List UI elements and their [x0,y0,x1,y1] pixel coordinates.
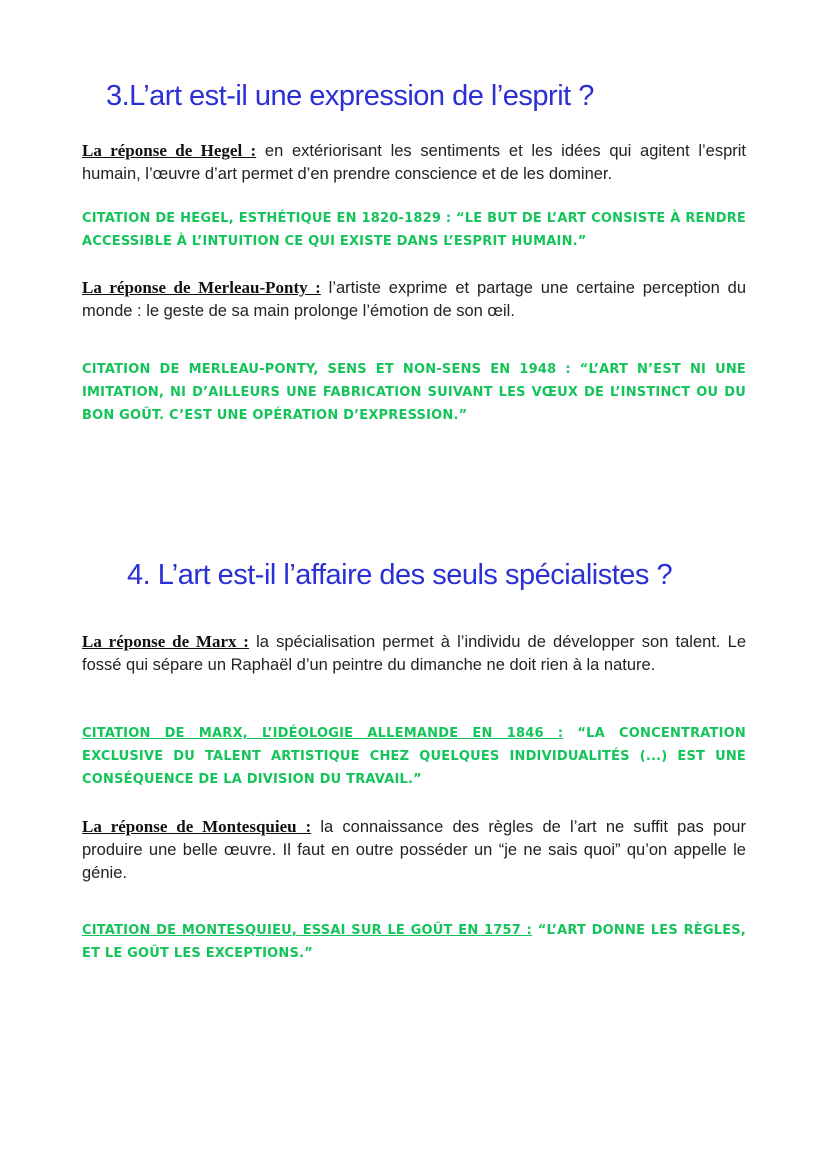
response-text-hegel: en extériorisant les sentiments et les idées qui agitent l’esprit humain, l’œuvre d’art permet d’en prendre conscience et de les dominer. [82,142,746,183]
quote-source-hegel: CITATION DE HEGEL, ESTHÉTIQUE EN 1820-1829 : [82,211,452,226]
response-text-marx: la spécialisation permet à l’individu de développer son talent. Le fossé qui sépare un Raphaël d’un peintre du dimanche ne doit rien à la nature. [82,633,746,674]
quote-text-hegel: “LE BUT DE L’ART CONSISTE À RENDRE ACCESSIBLE À L’INTUITION CE QUI EXISTE DANS L’ESPRIT HUMAIN.” [82,211,746,249]
response-lead-marx: La réponse de Marx : [82,632,249,651]
response-lead-merleau-ponty: La réponse de Merleau-Ponty : [82,278,321,297]
response-text-merleau-ponty: l’artiste exprime et partage une certaine perception du monde : le geste de sa main prolonge l’émotion de son œil. [82,279,746,320]
quote-source-merleau-ponty: CITATION DE MERLEAU-PONTY, SENS ET NON-SENS EN 1948 : [82,362,571,377]
response-marx [82,630,746,677]
quote-text-merleau-ponty: “L’ART N’EST NI UNE IMITATION, NI D’AILLEURS UNE FABRICATION SUIVANT LES VŒUX DE L’INSTINCT OU DU BON GOÛT. C’EST UNE OPÉRATION D’EXPRESSION.” [82,362,746,423]
quote-source-marx: CITATION DE MARX, L’IDÉOLOGIE ALLEMANDE EN 1846 : [82,726,564,741]
response-text-montesquieu: la connaissance des règles de l’art ne suffit pas pour produire une belle œuvre. Il faut en outre posséder un “je ne sais quoi” qu’on appelle le génie. [82,818,746,882]
quote-text-marx: “LA CONCENTRATION EXCLUSIVE DU TALENT ARTISTIQUE CHEZ QUELQUES INDIVIDUALITÉS (...) EST UNE CONSÉQUENCE DE LA DIVISION DU TRAVAIL.” [82,726,746,787]
quote-text-montesquieu: “L’ART DONNE LES RÈGLES, ET LE GOÛT LES EXCEPTIONS.” [82,923,746,961]
quote-merleau-ponty [82,358,746,427]
response-lead-montesquieu: La réponse de Montesquieu : [82,817,312,836]
response-lead-hegel: La réponse de Hegel : [82,141,257,160]
response-hegel [82,139,746,186]
section-title-3: 3.L’art est-il une expression de l’esprit ? [106,80,594,112]
quote-marx [82,722,746,791]
section-title-4: 4. L’art est-il l’affaire des seuls spécialistes ? [127,559,673,591]
quote-source-montesquieu: CITATION DE MONTESQUIEU, ESSAI SUR LE GOÛT EN 1757 : [82,923,533,938]
response-montesquieu [82,815,746,885]
quote-montesquieu [82,919,746,965]
response-merleau-ponty [82,276,746,323]
quote-hegel [82,207,746,253]
